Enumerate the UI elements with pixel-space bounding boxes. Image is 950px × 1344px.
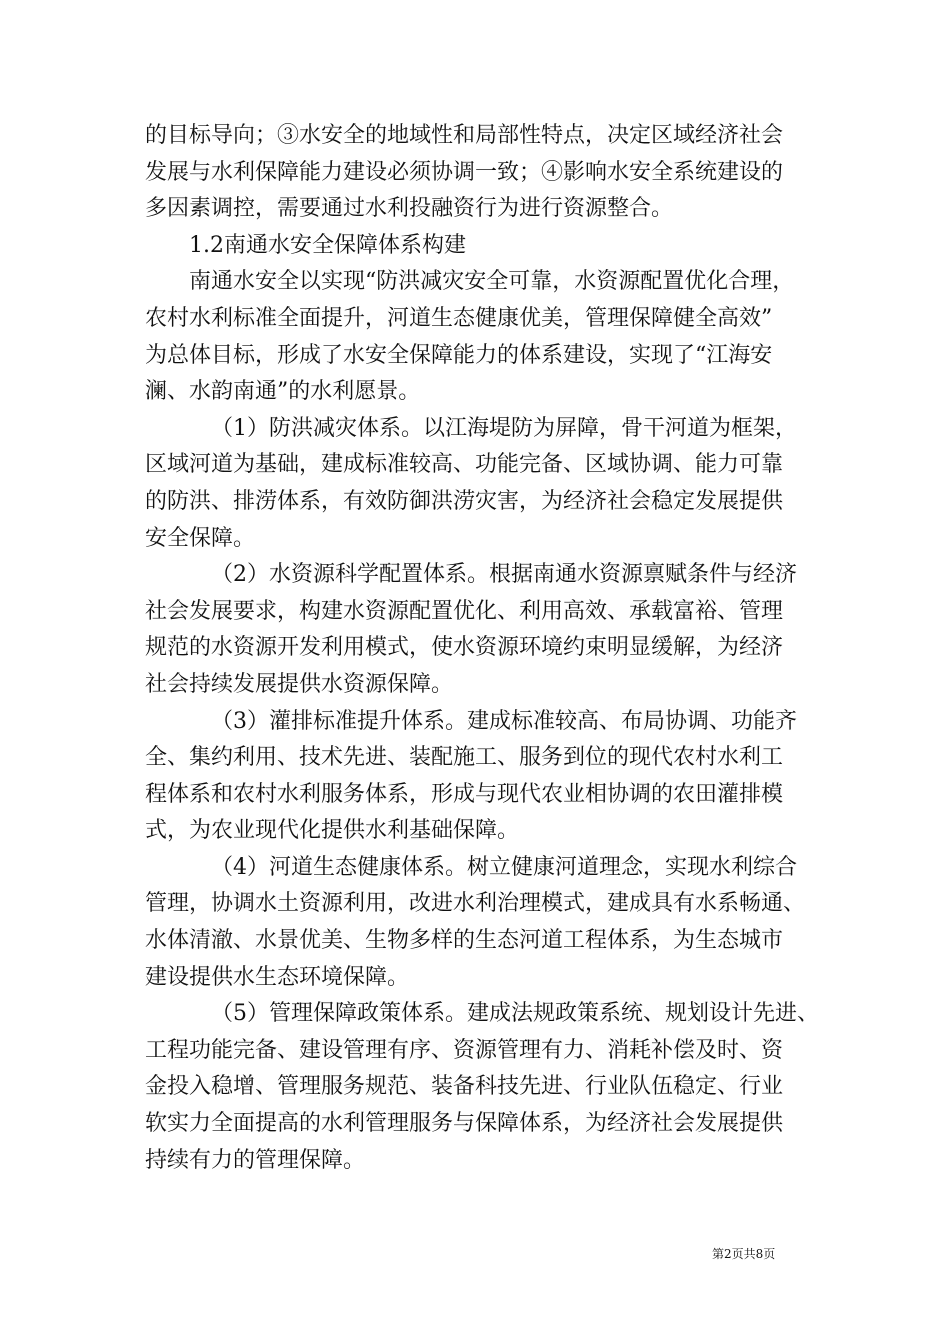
section-heading: 1.2南通水安全保障体系构建	[189, 232, 466, 258]
text-line: 澜、水韵南通”的水利愿景。	[145, 379, 421, 405]
text-line: （4）河道生态健康体系。树立健康河道理念，实现水利综合	[211, 854, 797, 880]
text-line: 持续有力的管理保障。	[145, 1147, 366, 1173]
text-line: 软实力全面提高的水利管理服务与保障体系，为经济社会发展提供	[145, 1111, 784, 1137]
text-line: 规范的水资源开发利用模式，使水资源环境约束明显缓解，为经济	[145, 635, 784, 661]
text-line: 程体系和农村水利服务体系，形成与现代农业相协调的农田灌排模	[145, 781, 784, 807]
text-line: 为总体目标，形成了水安全保障能力的体系建设，实现了“江海安	[145, 342, 773, 368]
text-line: 社会持续发展提供水资源保障。	[145, 671, 454, 697]
text-line: 区域河道为基础，建成标准较高、功能完备、区域协调、能力可靠	[145, 452, 784, 478]
text-line: 金投入稳增、管理服务规范、装备科技先进、行业队伍稳定、行业	[145, 1074, 784, 1100]
text-line: 发展与水利保障能力建设必须协调一致；④影响水安全系统建设的	[145, 159, 784, 185]
text-line: 的防洪、排涝体系，有效防御洪涝灾害，为经济社会稳定发展提供	[145, 488, 784, 514]
text-line: 建设提供水生态环境保障。	[145, 964, 410, 990]
text-line: 式，为农业现代化提供水利基础保障。	[145, 818, 520, 844]
text-line: （1）防洪减灾体系。以江海堤防为屏障，骨干河道为框架，	[211, 415, 797, 441]
text-line: 南通水安全以实现“防洪减灾安全可靠，水资源配置优化合理，	[189, 269, 795, 295]
text-line: 工程功能完备、建设管理有序、资源管理有力、消耗补偿及时、资	[145, 1037, 784, 1063]
text-line: （2）水资源科学配置体系。根据南通水资源禀赋条件与经济	[211, 562, 797, 588]
document-body	[145, 118, 819, 1179]
text-line: （5）管理保障政策体系。建成法规政策系统、规划设计先进、	[211, 1001, 819, 1027]
text-line: 的目标导向；③水安全的地域性和局部性特点，决定区域经济社会	[145, 123, 784, 148]
text-line: 社会发展要求，构建水资源配置优化、利用高效、承载富裕、管理	[145, 598, 784, 624]
text-line: 全、集约利用、技术先进、装配施工、服务到位的现代农村水利工	[145, 745, 784, 771]
text-line: 农村水利标准全面提升，河道生态健康优美，管理保障健全高效”	[145, 305, 773, 331]
text-line: 水体清澈、水景优美、生物多样的生态河道工程体系，为生态城市	[145, 928, 784, 954]
text-line: 管理，协调水土资源利用，改进水利治理模式，建成具有水系畅通、	[145, 891, 806, 917]
text-line: 多因素调控，需要通过水利投融资行为进行资源整合。	[145, 196, 674, 222]
page-number: 第2页共8页	[712, 1247, 776, 1261]
text-line: （3）灌排标准提升体系。建成标准较高、布局协调、功能齐	[211, 708, 797, 734]
text-line: 安全保障。	[145, 525, 256, 551]
